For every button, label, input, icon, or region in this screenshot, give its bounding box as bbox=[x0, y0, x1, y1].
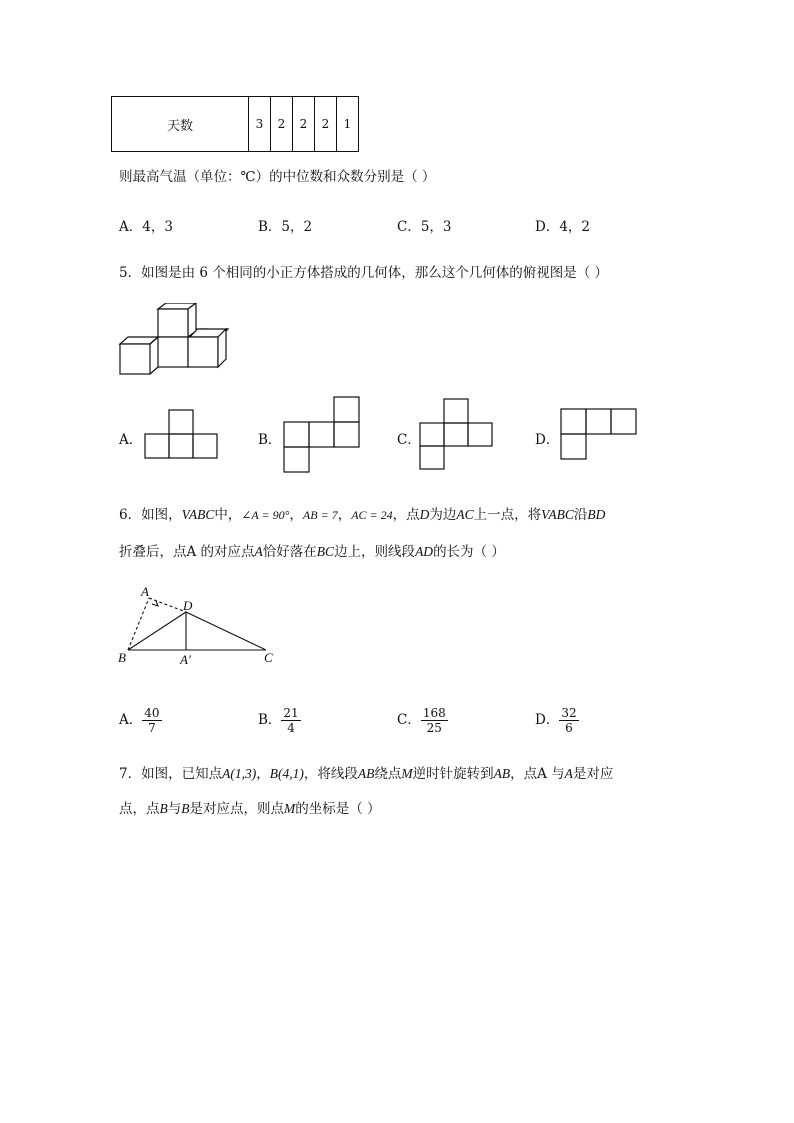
q7-text: 逆时针旋转到 bbox=[412, 766, 494, 782]
q6-option-d-label: D． bbox=[535, 712, 560, 728]
q5-option-b-figure bbox=[282, 396, 362, 473]
q6-text: 折叠后，点A 的对应点 bbox=[119, 544, 255, 560]
q6-triangle: VABC bbox=[181, 507, 215, 522]
q4-option-c: C．5，3 bbox=[397, 219, 452, 235]
q7-point-a: A(1,3) bbox=[222, 766, 257, 781]
q6-line1 bbox=[119, 503, 605, 523]
q6-line2 bbox=[119, 540, 505, 560]
q7-text: ， bbox=[256, 766, 270, 782]
q5-option-c-label: C． bbox=[397, 432, 421, 448]
q4-option-b: B．5，2 bbox=[258, 219, 313, 235]
q7-point-m: M bbox=[284, 801, 296, 816]
q6-point-a: A bbox=[254, 544, 263, 559]
table-cell: 3 bbox=[249, 97, 271, 152]
table-cell: 2 bbox=[293, 97, 315, 152]
q7-text: ，将线段 bbox=[303, 766, 358, 782]
q6-text: ， bbox=[337, 507, 352, 523]
q6-text: 的长为（ ） bbox=[433, 544, 505, 560]
q6-triangle-figure bbox=[114, 584, 284, 668]
q6-side-bc: BC bbox=[316, 544, 335, 559]
q6-option-a bbox=[119, 706, 162, 735]
q6-option-d bbox=[535, 706, 579, 735]
days-table bbox=[111, 96, 359, 152]
q6-text: 上一点，将 bbox=[473, 507, 542, 523]
q7-text: ，点A 与 bbox=[510, 766, 565, 782]
q7-segment-ab: AB bbox=[357, 766, 375, 781]
numerator: 21 bbox=[283, 706, 299, 720]
denominator: 25 bbox=[426, 721, 442, 735]
q6-point-d: D bbox=[419, 507, 430, 522]
q4-option-d: D．4，2 bbox=[535, 219, 591, 235]
q6-option-c bbox=[397, 706, 448, 735]
denominator: 7 bbox=[148, 721, 156, 735]
q6-ac-condition: AC = 24 bbox=[351, 508, 393, 522]
table-cell: 2 bbox=[271, 97, 293, 152]
q6-text: ， bbox=[289, 507, 303, 523]
q7-segment-ab-rotated: AB bbox=[493, 766, 511, 781]
q7-point-b-rotated: B bbox=[181, 801, 190, 816]
q7-line1 bbox=[119, 762, 613, 782]
q5-option-c-figure bbox=[419, 398, 495, 470]
q5-option-a-label: A． bbox=[119, 432, 143, 448]
q7-point-b: B bbox=[159, 801, 168, 816]
q5-option-d-label: D． bbox=[535, 432, 560, 448]
q6-fold-line: BD bbox=[587, 507, 606, 522]
q5-stem: 5．如图是由 6 个相同的小正方体搭成的几何体，那么这个几何体的俯视图是（ ） bbox=[119, 265, 609, 281]
q4-stem: 则最高气温（单位：℃）的中位数和众数分别是（ ） bbox=[119, 169, 436, 185]
q6-option-c-label: C． bbox=[397, 712, 421, 728]
q4-option-a: A．4，3 bbox=[119, 219, 173, 235]
q6-text: 边上，则线段 bbox=[334, 544, 416, 560]
q6-text: 沿 bbox=[573, 507, 588, 523]
table-cell: 2 bbox=[315, 97, 337, 152]
q7-line2 bbox=[119, 797, 381, 817]
q6-angle-condition: ∠A = 90° bbox=[241, 508, 290, 522]
numerator: 40 bbox=[144, 706, 160, 720]
q7-point-a-rotated: A bbox=[564, 766, 573, 781]
q6-text: 中， bbox=[214, 507, 242, 523]
q7-text: 是对应 bbox=[572, 766, 614, 782]
numerator: 32 bbox=[561, 706, 577, 720]
label-b: B bbox=[118, 650, 126, 665]
fraction bbox=[142, 706, 161, 735]
denominator: 6 bbox=[565, 721, 573, 735]
q7-text: 7．如图，已知点 bbox=[119, 766, 223, 782]
q6-triangle: VABC bbox=[541, 507, 574, 522]
q6-option-a-label: A． bbox=[119, 712, 143, 728]
q7-text: 与 bbox=[167, 801, 182, 817]
q6-ab-condition: AB = 7 bbox=[302, 508, 338, 522]
q7-text: 的坐标是（ ） bbox=[295, 801, 381, 817]
q6-option-b-label: B． bbox=[258, 712, 282, 728]
table-header-cell: 天数 bbox=[112, 97, 249, 152]
q6-option-b bbox=[258, 706, 301, 735]
q7-point-m: M bbox=[401, 766, 413, 781]
q7-point-b: B(4,1) bbox=[269, 766, 304, 781]
label-c: C bbox=[264, 650, 273, 665]
label-a: A bbox=[141, 584, 149, 599]
q6-text: 恰好落在 bbox=[262, 544, 317, 560]
numerator: 168 bbox=[422, 706, 446, 720]
q6-text: 为边 bbox=[429, 507, 457, 523]
table-cell: 1 bbox=[337, 97, 359, 152]
fraction bbox=[559, 706, 578, 735]
q5-option-a-figure bbox=[144, 409, 220, 460]
label-d: D bbox=[183, 598, 193, 613]
q5-option-d-figure bbox=[560, 408, 638, 460]
q6-text: ，点 bbox=[392, 507, 420, 523]
q5-option-b-label: B． bbox=[258, 432, 282, 448]
cube-solid-figure bbox=[116, 303, 232, 379]
q6-text: 6．如图， bbox=[119, 507, 182, 523]
q6-segment-ad: AD bbox=[415, 544, 434, 559]
denominator: 4 bbox=[287, 721, 295, 735]
q7-text: 是对应点，则点 bbox=[189, 801, 284, 817]
label-a-prime: A′ bbox=[180, 652, 191, 667]
q6-segment-ac: AC bbox=[456, 507, 474, 522]
fraction bbox=[421, 706, 448, 735]
fraction bbox=[281, 706, 300, 735]
q7-text: 绕点 bbox=[374, 766, 402, 782]
q7-text: 点，点 bbox=[119, 801, 160, 817]
